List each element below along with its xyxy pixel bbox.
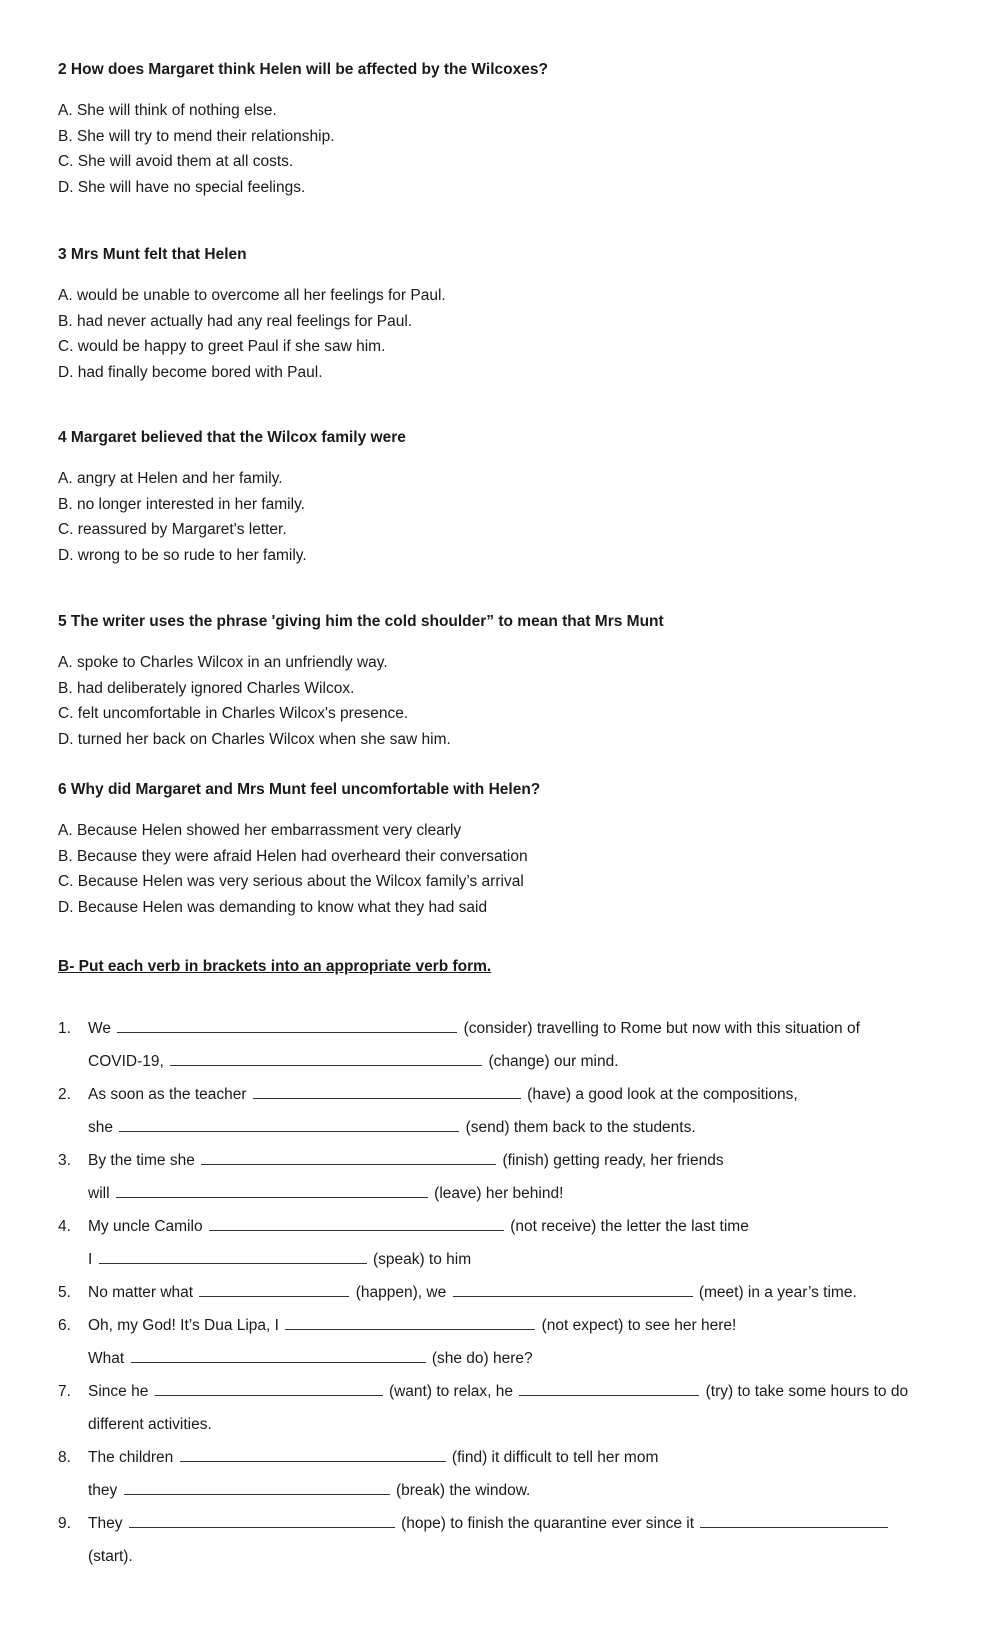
- question-title: 6 Why did Margaret and Mrs Munt feel uncomfortable with Helen?: [58, 781, 541, 798]
- item-number: 9.: [58, 1515, 71, 1532]
- text: (start).: [88, 1548, 133, 1565]
- option-b: B. She will try to mend their relationship.: [58, 127, 335, 145]
- text: (not receive) the letter the last time: [510, 1218, 749, 1235]
- answer-blank[interactable]: [253, 1082, 521, 1099]
- text: (she do) here?: [431, 1350, 533, 1367]
- option-b: B. had deliberately ignored Charles Wilcox.: [58, 679, 355, 697]
- text: We: [88, 1020, 111, 1037]
- answer-blank[interactable]: [99, 1247, 367, 1264]
- answer-blank[interactable]: [124, 1478, 390, 1495]
- text: they: [88, 1482, 118, 1499]
- answer-blank[interactable]: [117, 1016, 457, 1033]
- item-number: 5.: [58, 1284, 71, 1301]
- answer-blank[interactable]: [700, 1511, 888, 1528]
- item-number: 2.: [58, 1086, 71, 1103]
- item-number: 3.: [58, 1152, 71, 1169]
- answer-blank[interactable]: [119, 1115, 459, 1132]
- text: Oh, my God! It’s Dua Lipa, I: [88, 1317, 279, 1334]
- text: (not expect) to see her here!: [541, 1317, 737, 1334]
- exercise-item-5: [58, 1276, 958, 1309]
- text: (leave) her behind!: [434, 1185, 564, 1202]
- answer-blank[interactable]: [201, 1148, 496, 1165]
- text: (consider) travelling to Rome but now with this situation of: [463, 1020, 860, 1037]
- exercise-item-2-cont: [58, 1111, 958, 1144]
- exercise-item-4: [58, 1210, 958, 1243]
- option-c: C. felt uncomfortable in Charles Wilcox's presence.: [58, 705, 409, 722]
- option-a: A. Because Helen showed her embarrassment very clearly: [58, 822, 462, 839]
- option-b: B. no longer interested in her family.: [58, 495, 305, 513]
- exercise-item-1: [58, 1012, 958, 1045]
- answer-blank[interactable]: [155, 1379, 383, 1396]
- exercise-item-7: [58, 1375, 958, 1408]
- exercise-item-3: [58, 1144, 958, 1177]
- exercise-item-1-cont: [58, 1045, 958, 1078]
- answer-blank[interactable]: [129, 1511, 395, 1528]
- exercise-item-9: [58, 1507, 958, 1540]
- text: she: [88, 1119, 113, 1136]
- text: (change) our mind.: [488, 1053, 619, 1070]
- exercise-item-3-cont: [58, 1177, 958, 1210]
- question-title: 2 How does Margaret think Helen will be affected by the Wilcoxes?: [58, 61, 548, 78]
- question-3: [58, 245, 938, 385]
- item-number: 8.: [58, 1449, 71, 1466]
- item-number: 4.: [58, 1218, 71, 1235]
- text: They: [88, 1515, 123, 1532]
- option-a: A. angry at Helen and her family.: [58, 470, 283, 487]
- option-a: A. would be unable to overcome all her feelings for Paul.: [58, 287, 446, 304]
- question-6: [58, 780, 938, 920]
- question-2: [58, 60, 938, 200]
- text: No matter what: [88, 1284, 194, 1301]
- answer-blank[interactable]: [453, 1280, 693, 1297]
- answer-blank[interactable]: [170, 1049, 482, 1066]
- exercise-item-7-cont: [58, 1408, 958, 1441]
- answer-blank[interactable]: [285, 1313, 535, 1330]
- question-title: 3 Mrs Munt felt that Helen: [58, 246, 247, 263]
- section-b-title: B- Put each verb in brackets into an appropriate verb form.: [58, 958, 492, 975]
- text: Since he: [88, 1383, 149, 1400]
- item-number: 1.: [58, 1020, 71, 1037]
- text: (meet) in a year’s time.: [698, 1284, 857, 1301]
- option-d: D. She will have no special feelings.: [58, 178, 306, 196]
- answer-blank[interactable]: [131, 1346, 426, 1363]
- text: By the time she: [88, 1152, 195, 1169]
- answer-blank[interactable]: [519, 1379, 699, 1396]
- exercise-list: [58, 1012, 958, 1573]
- text: (send) them back to the students.: [465, 1119, 696, 1136]
- text: My uncle Camilo: [88, 1218, 203, 1235]
- exercise-item-6: [58, 1309, 958, 1342]
- exercise-item-8: [58, 1441, 958, 1474]
- text: (break) the window.: [395, 1482, 531, 1499]
- exercise-item-2: [58, 1078, 958, 1111]
- item-number: 7.: [58, 1383, 71, 1400]
- option-b: B. had never actually had any real feelings for Paul.: [58, 312, 413, 330]
- exercise-item-4-cont: [58, 1243, 958, 1276]
- text: (hope) to finish the quarantine ever since it: [401, 1515, 695, 1532]
- option-c: C. She will avoid them at all costs.: [58, 153, 294, 170]
- exercise-item-6-cont: [58, 1342, 958, 1375]
- answer-blank[interactable]: [199, 1280, 349, 1297]
- answer-blank[interactable]: [180, 1445, 446, 1462]
- text: What: [88, 1350, 125, 1367]
- text: will: [88, 1185, 110, 1202]
- option-d: D. Because Helen was demanding to know what they had said: [58, 898, 488, 916]
- text: COVID-19,: [88, 1053, 164, 1070]
- text: (find) it difficult to tell her mom: [451, 1449, 659, 1466]
- question-4: [58, 428, 938, 568]
- text: (have) a good look at the compositions,: [527, 1086, 798, 1103]
- question-5: [58, 612, 938, 752]
- question-title: 4 Margaret believed that the Wilcox family were: [58, 429, 406, 446]
- question-title: 5 The writer uses the phrase 'giving him the cold shoulder” to mean that Mrs Munt: [58, 613, 664, 630]
- answer-blank[interactable]: [209, 1214, 504, 1231]
- text: The children: [88, 1449, 174, 1466]
- text: (try) to take some hours to do: [705, 1383, 909, 1400]
- item-number: 6.: [58, 1317, 71, 1334]
- text: different activities.: [88, 1416, 212, 1433]
- option-a: A. She will think of nothing else.: [58, 102, 277, 119]
- option-d: D. had finally become bored with Paul.: [58, 363, 323, 381]
- option-b: B. Because they were afraid Helen had overheard their conversation: [58, 847, 528, 865]
- option-a: A. spoke to Charles Wilcox in an unfriendly way.: [58, 654, 388, 671]
- text: (want) to relax, he: [388, 1383, 514, 1400]
- option-c: C. reassured by Margaret's letter.: [58, 521, 287, 538]
- option-c: C. Because Helen was very serious about the Wilcox family’s arrival: [58, 873, 524, 890]
- option-d: D. turned her back on Charles Wilcox when she saw him.: [58, 730, 451, 748]
- text: (happen), we: [355, 1284, 447, 1301]
- option-c: C. would be happy to greet Paul if she saw him.: [58, 338, 386, 355]
- option-d: D. wrong to be so rude to her family.: [58, 546, 307, 564]
- text: I: [88, 1251, 93, 1268]
- text: (finish) getting ready, her friends: [502, 1152, 724, 1169]
- text: As soon as the teacher: [88, 1086, 247, 1103]
- exercise-item-8-cont: [58, 1474, 958, 1507]
- answer-blank[interactable]: [116, 1181, 428, 1198]
- text: (speak) to him: [372, 1251, 472, 1268]
- exercise-item-9-cont: [58, 1540, 958, 1573]
